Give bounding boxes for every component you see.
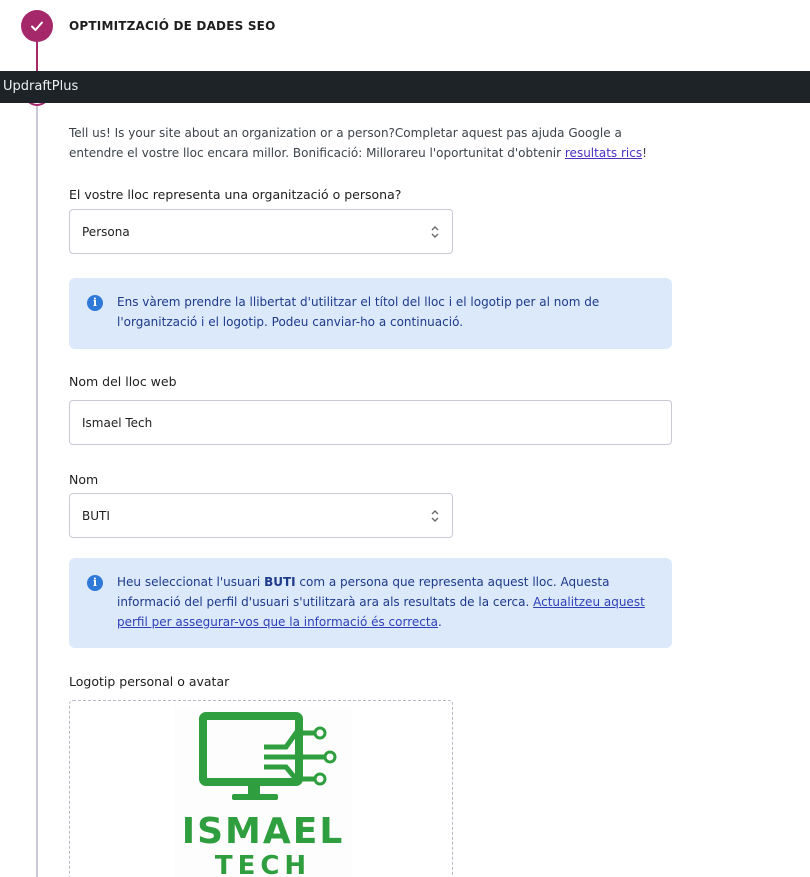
logo-text-line1: ISMAEL	[181, 811, 345, 852]
avatar-uploader[interactable]	[69, 700, 453, 877]
chevron-updown-icon	[430, 224, 440, 240]
admin-bar[interactable]	[0, 71, 810, 103]
person-select[interactable]	[69, 493, 453, 538]
represent-label: El vostre lloc representa una organització o persona?	[69, 187, 402, 202]
avatar-label: Logotip personal o avatar	[69, 674, 230, 689]
info-alert-user: i Heu seleccionat l'usuari BUTI com a persona que representa aquest lloc. Aquesta informació del perfil d'usuari s'utilitzarà ara als resultats de la cerca. Actualitzeu aquest perfil per assegurar-vos que la informació és correcta.	[69, 558, 672, 648]
avatar-image	[174, 707, 352, 877]
selected-user-name: BUTI	[264, 575, 296, 589]
rich-results-link[interactable]: resultats rics	[564, 146, 643, 160]
info-alert-site-logo	[69, 278, 672, 349]
person-name-label: Nom	[69, 472, 99, 487]
step-complete-badge	[21, 10, 53, 42]
site-name-value: Ismael Tech	[82, 415, 153, 430]
site-name-input[interactable]	[69, 400, 672, 445]
admin-bar-updraftplus[interactable]: UpdraftPlus	[3, 79, 79, 94]
logo-text-line2: TECH	[214, 851, 312, 877]
chevron-updown-icon	[430, 508, 440, 524]
person-select-value: BUTI	[82, 508, 110, 523]
checkmark-icon	[30, 19, 44, 33]
info-alert-text: Ens vàrem prendre la llibertat d'utilitzar el títol del lloc i el logotip per al nom de l'organització i el logotip. Podeu canviar-ho a continuació.	[117, 295, 600, 329]
info-icon: i	[87, 295, 103, 311]
intro-text: Tell us! Is your site about an organization or a person?Completar aquest pas ajuda Google a entendre el vostre lloc encara millor. Bonificació: Millorareu l'oportunitat d'obtenir resultats rics!	[69, 126, 647, 160]
monitor-circuit-icon	[174, 707, 352, 817]
progress-line-active	[36, 40, 38, 72]
step-title: OPTIMITZACIÓ DE DADES SEO	[69, 19, 276, 33]
represent-select-value: Persona	[82, 224, 130, 239]
progress-line	[36, 40, 38, 877]
update-profile-link[interactable]: Actualitzeu aquest perfil per assegurar-vos que la informació és correcta	[117, 595, 645, 629]
site-name-label: Nom del lloc web	[69, 374, 177, 389]
info-icon: i	[87, 575, 103, 591]
represent-select[interactable]	[69, 209, 453, 254]
